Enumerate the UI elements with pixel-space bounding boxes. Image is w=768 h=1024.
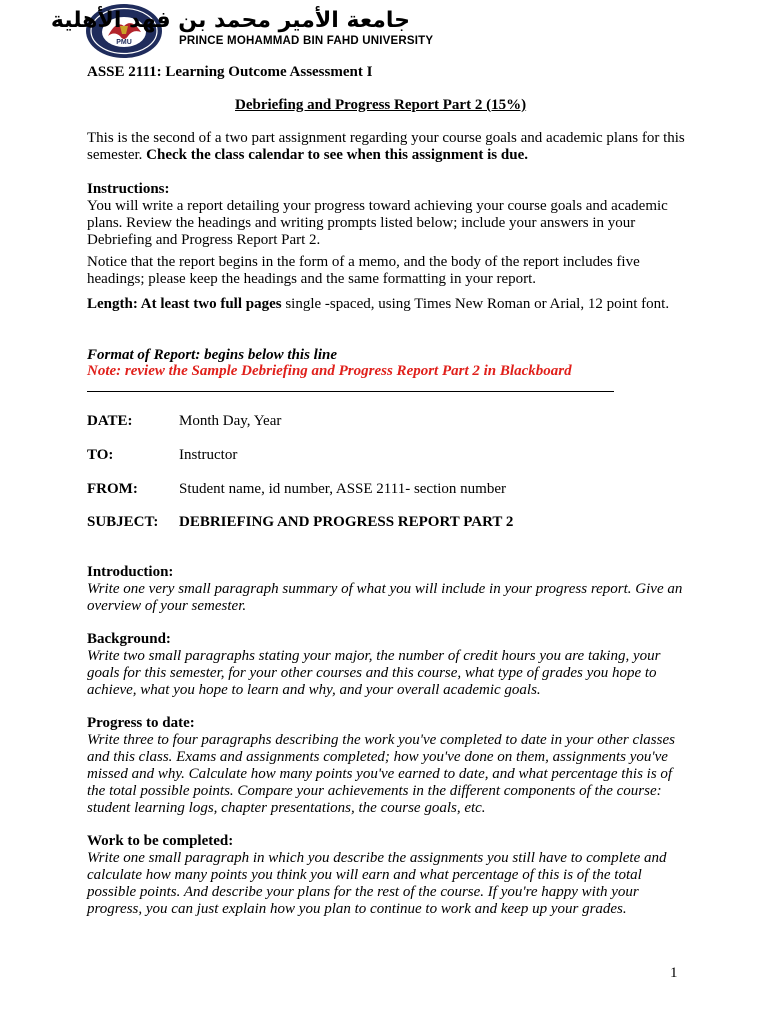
section-body-background: Write two small paragraphs stating your major, the number of credit hours you are taking, your goals for this semester, for your other courses and this course, what type of grades you hope to achieve, what you hope to learn and why, and your overall academic goals. [87, 648, 661, 698]
length-text: single -spaced, using Times New Roman or Arial, 12 point font. [281, 296, 670, 312]
memo-subject-value: DEBRIEFING AND PROGRESS REPORT PART 2 [179, 514, 514, 530]
memo-from-label: FROM: [87, 481, 138, 497]
intro-emphasis: Check the class calendar to see when this assignment is due. [146, 147, 528, 163]
memo-date-label: DATE: [87, 413, 133, 429]
section-body-progress: Write three to four paragraphs describing the work you've completed to date in your other classes and this class. Exams and assignments completed; how you've done on them, assignments you've missed and why. Calculate how many points you've earned to date, and what percentage this is of the total possible points. Compare your achievements in the different components of the course: student learning logs, chapter presentations, the course goals, etc. [87, 732, 675, 816]
length-paragraph [87, 296, 687, 313]
note-line: Note: review the Sample Debriefing and Progress Report Part 2 in Blackboard [87, 363, 572, 379]
memo-to-value: Instructor [179, 447, 238, 463]
length-label: Length: At least two full pages [87, 296, 282, 312]
university-name-arabic: جامعة الأمير محمد بن فهد الأهلية [50, 8, 410, 33]
memo-to-label: TO: [87, 447, 114, 463]
page-number: 1 [670, 965, 678, 981]
section-body-work: Write one small paragraph in which you describe the assignments you still have to complete and calculate how many points you think you will earn and what percentage of this is of the total possible points. And describe your plans for the rest of the course. If you're happy with your progress, you can just explain how you plan to continue to work and keep up your grades. [87, 850, 667, 917]
course-title: ASSE 2111: Learning Outcome Assessment I [87, 64, 373, 80]
format-line: Format of Report: begins below this line [87, 347, 338, 363]
section-heading-progress: Progress to date: [87, 715, 195, 731]
format-notice-paragraph: Notice that the report begins in the form of a memo, and the body of the report includes five headings; please keep the headings and the same formatting in your report. [87, 254, 640, 287]
memo-date-value: Month Day, Year [179, 413, 282, 429]
intro-paragraph [87, 130, 687, 164]
intro-text: This is the second of a two part assignment regarding your course goals and academic plans for this semester. [87, 130, 685, 163]
instructions-paragraph: You will write a report detailing your progress toward achieving your course goals and academic plans. Review the headings and writing prompts listed below; include your answers in your Debriefing and Progress Report Part 2. [87, 198, 668, 248]
university-name-english: PRINCE MOHAMMAD BIN FAHD UNIVERSITY [179, 35, 434, 47]
section-heading-work: Work to be completed: [87, 833, 234, 849]
divider-line [87, 391, 614, 392]
memo-from-value: Student name, id number, ASSE 2111- section number [179, 481, 506, 497]
section-heading-introduction: Introduction: [87, 564, 174, 580]
report-title: Debriefing and Progress Report Part 2 (15%) [235, 97, 527, 113]
svg-text:PMU: PMU [116, 39, 132, 46]
section-body-introduction: Write one very small paragraph summary of what you will include in your progress report. Give an overview of your semester. [87, 581, 683, 614]
memo-subject-label: SUBJECT: [87, 514, 159, 530]
instructions-heading: Instructions: [87, 181, 170, 197]
section-heading-background: Background: [87, 631, 171, 647]
